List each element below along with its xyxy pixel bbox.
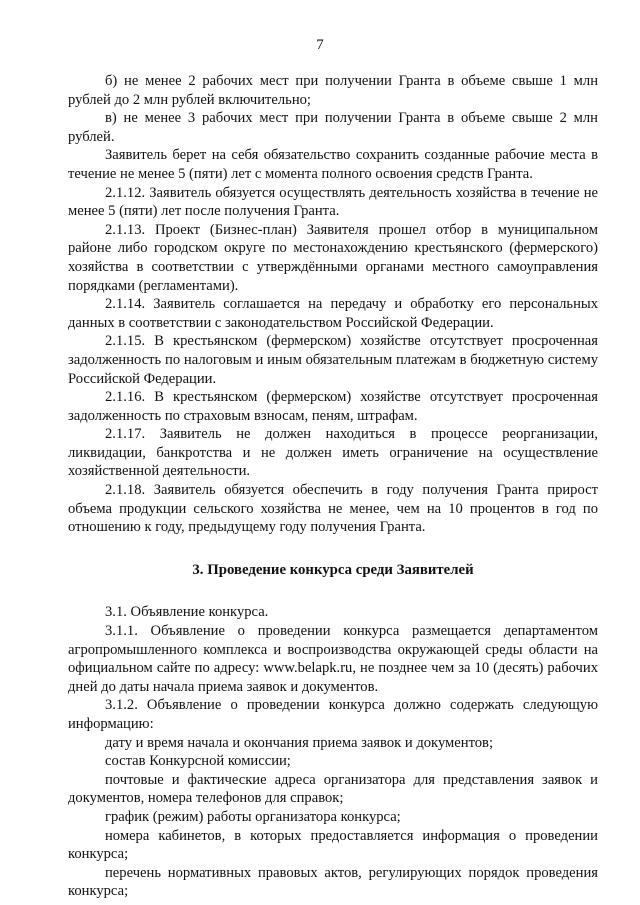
paragraph-2-1-15: 2.1.15. В крестьянском (фермерском) хозяйстве отсутствует просроченная задолженность по налоговым и иным обязательным платежам в бюджетную систему Российской Федерации. — [68, 333, 598, 387]
paragraph-2-1-13: 2.1.13. Проект (Бизнес-план) Заявителя прошел отбор в муниципальном районе либо городском округе по местонахождению крестьянского (фермерского) хозяйства в соответствии с утверждёнными органами местного самоуправления порядками (регламентами). — [68, 221, 598, 294]
document-body — [68, 72, 598, 901]
paragraph-2-1-17: 2.1.17. Заявитель не должен находиться в процессе реорганизации, ликвидации, банкротства и не должен иметь ограничение на осуществление хозяйственной деятельности. — [68, 426, 598, 480]
page-number: 7 — [316, 37, 324, 53]
paragraph-preserve-jobs: Заявитель берет на себя обязательство сохранить созданные рабочие места в течение не менее 5 (пяти) лет с момента полного освоения средств Гранта. — [68, 147, 598, 182]
paragraphs-before-heading — [68, 72, 598, 537]
list-item-schedule: график (режим) работы организатора конкурса; — [105, 808, 401, 825]
list-item-rooms: номера кабинетов, в которых предоставляется информация о проведении конкурса; — [68, 827, 598, 863]
paragraph-3-1-2: 3.1.2. Объявление о проведении конкурса должно содержать следующую информацию: — [68, 697, 598, 732]
paragraph-grant-jobs-2: б) не менее 2 рабочих мест при получении Гранта в объеме свыше 1 млн рублей до 2 млн рублей включительно; — [68, 73, 598, 108]
paragraphs-after-heading — [68, 603, 598, 901]
paragraph-2-1-12: 2.1.12. Заявитель обязуется осуществлять деятельность хозяйства в течение не менее 5 (пяти) лет после получения Гранта. — [68, 184, 598, 220]
paragraph-3-1-1: 3.1.1. Объявление о проведении конкурса размещается департаментом агропромышленного комплекса и воспроизводства окружающей среды области на официальном сайте по адресу: www.belapk.ru, не позднее чем за 10 (десять) рабочих дней до даты начала приема заявок и документов. — [68, 623, 598, 695]
section-heading: 3. Проведение конкурса среди Заявителей — [192, 561, 474, 578]
list-item-commission: состав Конкурсной комиссии; — [105, 753, 291, 770]
paragraph-3-1: 3.1. Объявление конкурса. — [105, 604, 269, 621]
paragraph-2-1-18: 2.1.18. Заявитель обязуется обеспечить в году получения Гранта прирост объема продукции сельского хозяйства не менее, чем на 10 процентов в год по отношению к году, предыдущему году получения Гранта. — [68, 482, 598, 536]
list-item-addresses: почтовые и фактические адреса организатора для представления заявок и документов, номера телефонов для справок; — [68, 771, 598, 807]
list-item-dates: дату и время начала и окончания приема заявок и документов; — [105, 734, 493, 751]
paragraph-2-1-16: 2.1.16. В крестьянском (фермерском) хозяйстве отсутствует просроченная задолженность по страховым взносам, пеням, штрафам. — [68, 389, 598, 424]
list-item-legal-acts: перечень нормативных правовых актов, регулирующих порядок проведения конкурса; — [68, 864, 598, 900]
paragraph-grant-jobs-3: в) не менее 3 рабочих мест при получении Гранта в объеме свыше 2 млн рублей. — [68, 110, 598, 145]
paragraph-2-1-14: 2.1.14. Заявитель соглашается на передачу и обработку его персональных данных в соответствии с законодательством Российской Федерации. — [68, 296, 598, 331]
